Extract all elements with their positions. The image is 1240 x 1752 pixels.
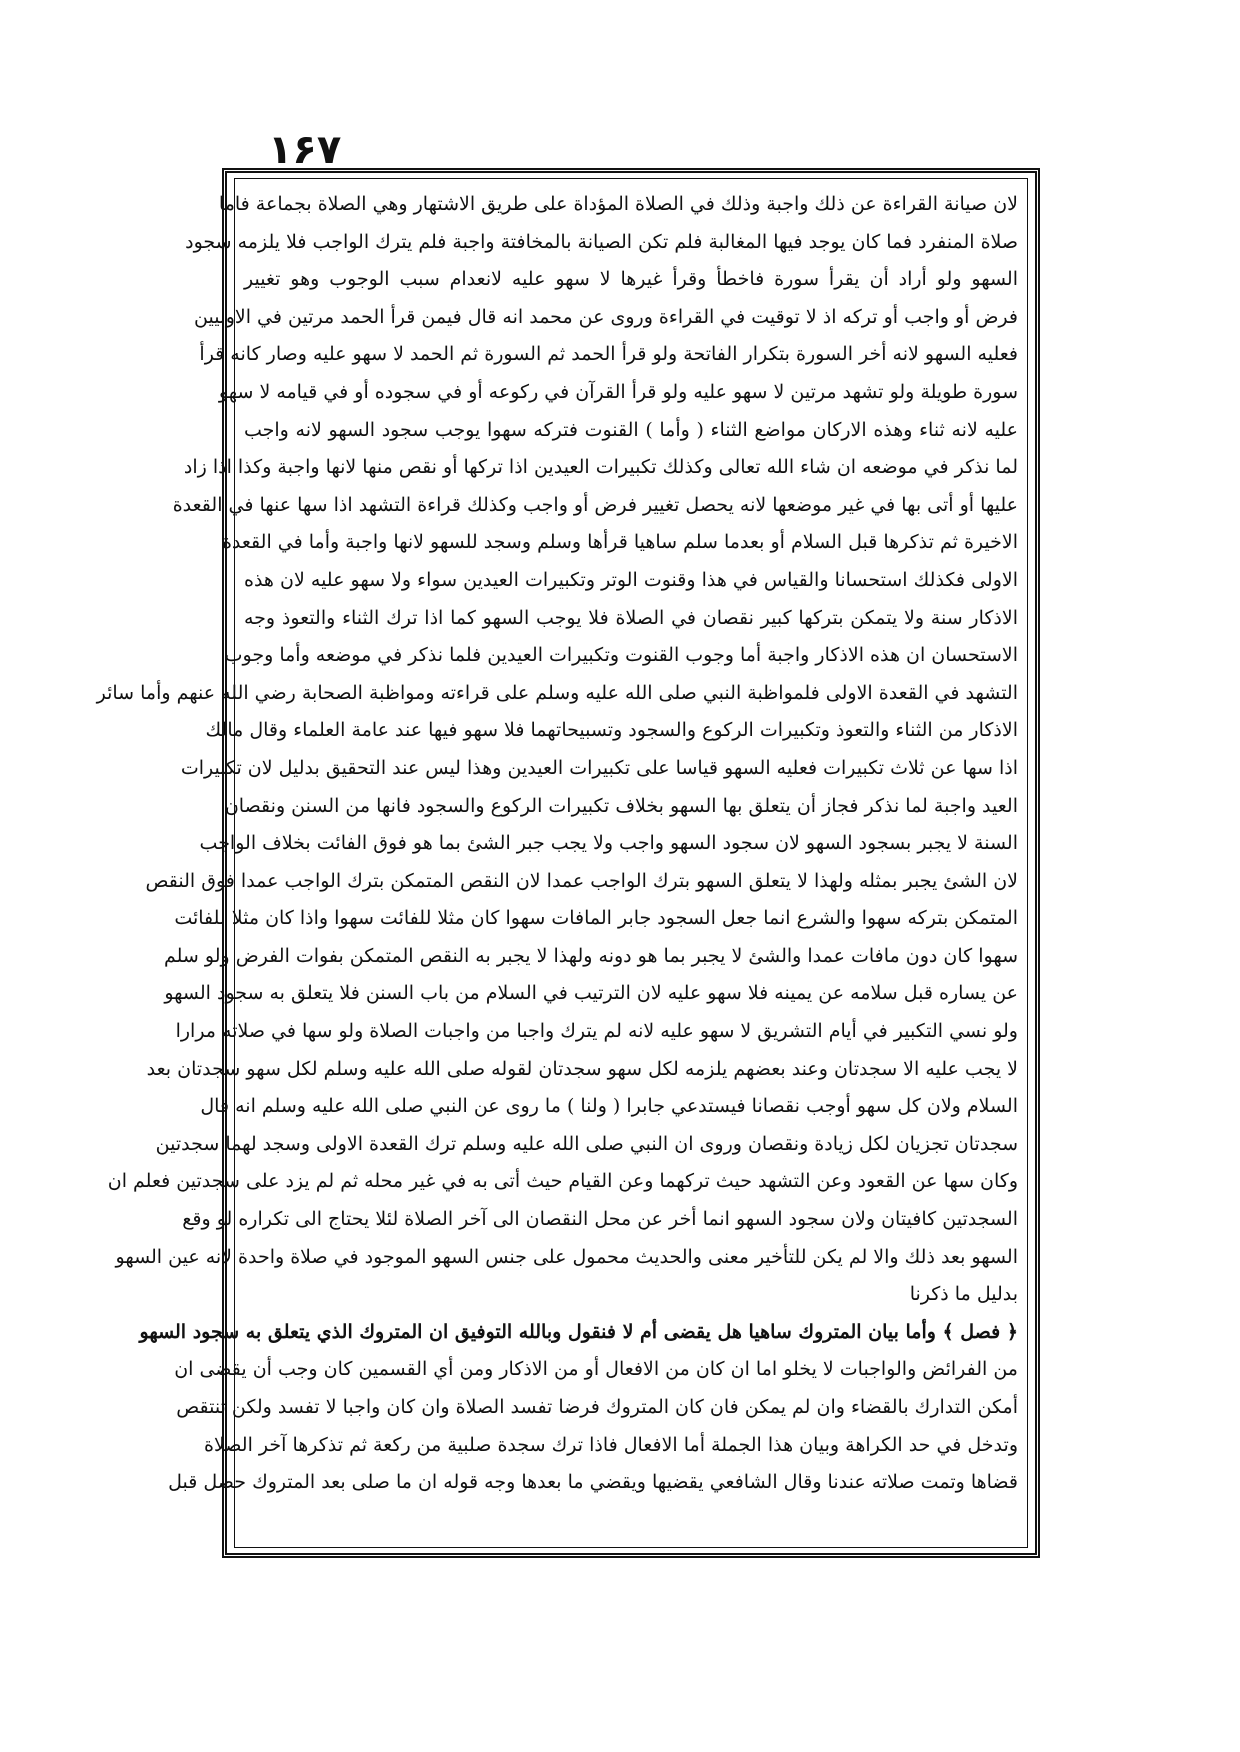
text-line: من الفرائض والواجبات لا يخلو اما ان كان من الافعال أو من الاذكار ومن أي القسمين كان وجب أن يقضى ان [174,1358,1018,1381]
text-line: عن يساره قبل سلامه عن يمينه فلا سهو عليه لان الترتيب في السلام من باب السنن فلا يتعلق به سجود السهو [164,982,1018,1005]
text-line: الاستحسان ان هذه الاذكار واجبة أما وجوب القنوت وتكبيرات العيدين فلما نذكر في موضعه وأما وجوب [224,644,1018,667]
text-line: لان الشئ يجبر بمثله ولهذا لا يتعلق السهو بترك الواجب عمدا لان النقص المتمكن بترك الواجب عمدا فوق النقص [145,869,1018,892]
text-line: السهو بعد ذلك والا لم يكن للتأخير معنى والحديث محمول على جنس السهو الموجود في صلاة واحدة لانه عين السهو [115,1245,1018,1268]
text-line: اذا سها عن ثلاث تكبيرات فعليه السهو قياسا على تكبيرات العيدين وهذا ليس عند التحقيق بدليل لان تكبيرات [180,756,1018,779]
text-line: المتمكن بتركه سهوا والشرع انما جعل السجود جابر المافات سهوا كان مثلا للفائت سهوا واذا كان مثلا للفائت [174,907,1018,930]
text-line: السنة لا يجبر بسجود السهو لان سجود السهو واجب ولا يجب جبر الشئ بما هو فوق الفائت بخلاف الواجب [199,832,1018,855]
main-text [96,186,1018,1542]
text-line: عليها أو أتى بها في غير موضعها لانه يحصل تغيير فرض أو واجب وكذلك قراءة التشهد اذا سها عنها في القعدة [172,493,1018,516]
text-line: السجدتين كافيتان ولان سجود السهو انما أخر عن محل النقصان الى آخر الصلاة لئلا يحتاج الى تكراره لو وقع [182,1208,1018,1231]
text-line: سهوا كان دون مافات عمدا والشئ لا يجبر بما هو دونه ولهذا لا يجبر به النقص المتمكن بفوات الفرض ولو سلم [164,944,1018,967]
text-line: عليه لانه ثناء وهذه الاركان مواضع الثناء ( وأما ) القنوت فتركه سهوا يوجب سجود السهو لانه واجب [244,418,1018,441]
text-line: لما نذكر في موضعه ان شاء الله تعالى وكذلك تكبيرات العيدين اذا تركها أو نقص منها لانها واجبة وكذا اذا زاد [183,456,1018,479]
text-line: الاذكار سنة ولا يتمكن بتركها كبير نقصان في الصلاة فلا يوجب السهو كما اذا ترك الثناء والتعوذ وجه [244,606,1018,629]
text-line: بدليل ما ذكرنا [909,1283,1018,1306]
text-line: صلاة المنفرد فما كان يوجد فيها المغالبة فلم تكن الصيانة بالمخافتة واجبة فلم يترك الواجب فلا يلزمه سجود [185,230,1018,253]
text-line: قضاها وتمت صلاته عندنا وقال الشافعي يقضيها ويقضي ما بعدها وجه قوله ان ما صلى بعد المتروك حصل قبل [168,1471,1018,1494]
text-line: وكان سها عن القعود وعن التشهد حيث تركهما وعن القيام حيث أتى به في غير محله ثم لم يزد على سجدتين فعلم ان [107,1170,1018,1193]
text-line: وتدخل في حد الكراهة وبيان هذا الجملة أما الافعال فاذا ترك سجدة صلبية من ركعة ثم تذكرها آخر الصلاة [204,1433,1018,1456]
text-line: سجدتان تجزيان لكل زيادة ونقصان وروى ان النبي صلى الله عليه وسلم ترك القعدة الاولى وسجد لهما سجدتين [155,1132,1018,1155]
text-line: الاخيرة ثم تذكرها قبل السلام أو بعدما سلم ساهيا قرأها وسلم وسجد للسهو لانها واجبة وأما في القعدة [221,531,1018,554]
text-line: الاولى فكذلك استحسانا والقياس في هذا وقنوت الوتر وتكبيرات العيدين سواء ولا سهو عليه لان هذه [244,568,1018,591]
text-line: ولو نسي التكبير في أيام التشريق لا سهو عليه لانه لم يترك واجبا من واجبات الصلاة ولو سها في صلاته مرارا [175,1020,1018,1043]
text-line: الاذكار من الثناء والتعوذ وتكبيرات الركوع والسجود وتسبيحاتهما فلا سهو فيها عند عامة العلماء وقال مالك [205,719,1018,742]
section-heading-line: ﴿ فصل ﴾ وأما بيان المتروك ساهيا هل يقضى أم لا فنقول وبالله التوفيق ان المتروك الذي يتعلق به سجود السهو [139,1320,1018,1343]
page-number: ۱۶۷ [268,127,342,173]
text-line: السهو ولو أراد أن يقرأ سورة فاخطأ وقرأ غيرها لا سهو عليه لانعدام سبب الوجوب وهو تغيير [244,268,1018,291]
text-line: فعليه السهو لانه أخر السورة بتكرار الفاتحة ولو قرأ الحمد ثم السورة ثم الحمد لا سهو عليه وصار كانه قرأ [199,343,1018,366]
text-line: فرض أو واجب أو تركه اذ لا توقيت في القراءة وروى عن محمد انه قال فيمن قرأ الحمد مرتين في الاوليين [194,305,1018,328]
text-line: أمكن التدارك بالقضاء وان لم يمكن فان كان المتروك فرضا تفسد الصلاة وان كان واجبا لا تفسد ولكن تنتقص [176,1396,1018,1418]
text-line: لان صيانة القراءة عن ذلك واجبة وذلك في الصلاة المؤداة على طريق الاشتهار وهي الصلاة بجماعة فاما [218,193,1018,215]
text-line: لا يجب عليه الا سجدتان وعند بعضهم يلزمه لكل سهو سجدتان لقوله صلى الله عليه وسلم لكل سهو سجدتان بعد [146,1057,1018,1080]
text-line: سورة طويلة ولو تشهد مرتين لا سهو عليه ولو قرأ القرآن في ركوعه أو في سجوده أو في قيامه لا سهو [218,380,1018,403]
text-line: التشهد في القعدة الاولى فلمواظبة النبي صلى الله عليه وسلم على قراءته ومواظبة الصحابة رضي الله عنهم وأما سائر [96,681,1018,704]
text-line: السلام ولان كل سهو أوجب نقصانا فيستدعي جابرا ( ولنا ) ما روى عن النبي صلى الله عليه وسلم انه قال [200,1095,1018,1118]
text-line: العيد واجبة لما نذكر فجاز أن يتعلق بها السهو بخلاف تكبيرات الركوع والسجود فانها من السنن ونقصان [224,794,1018,817]
